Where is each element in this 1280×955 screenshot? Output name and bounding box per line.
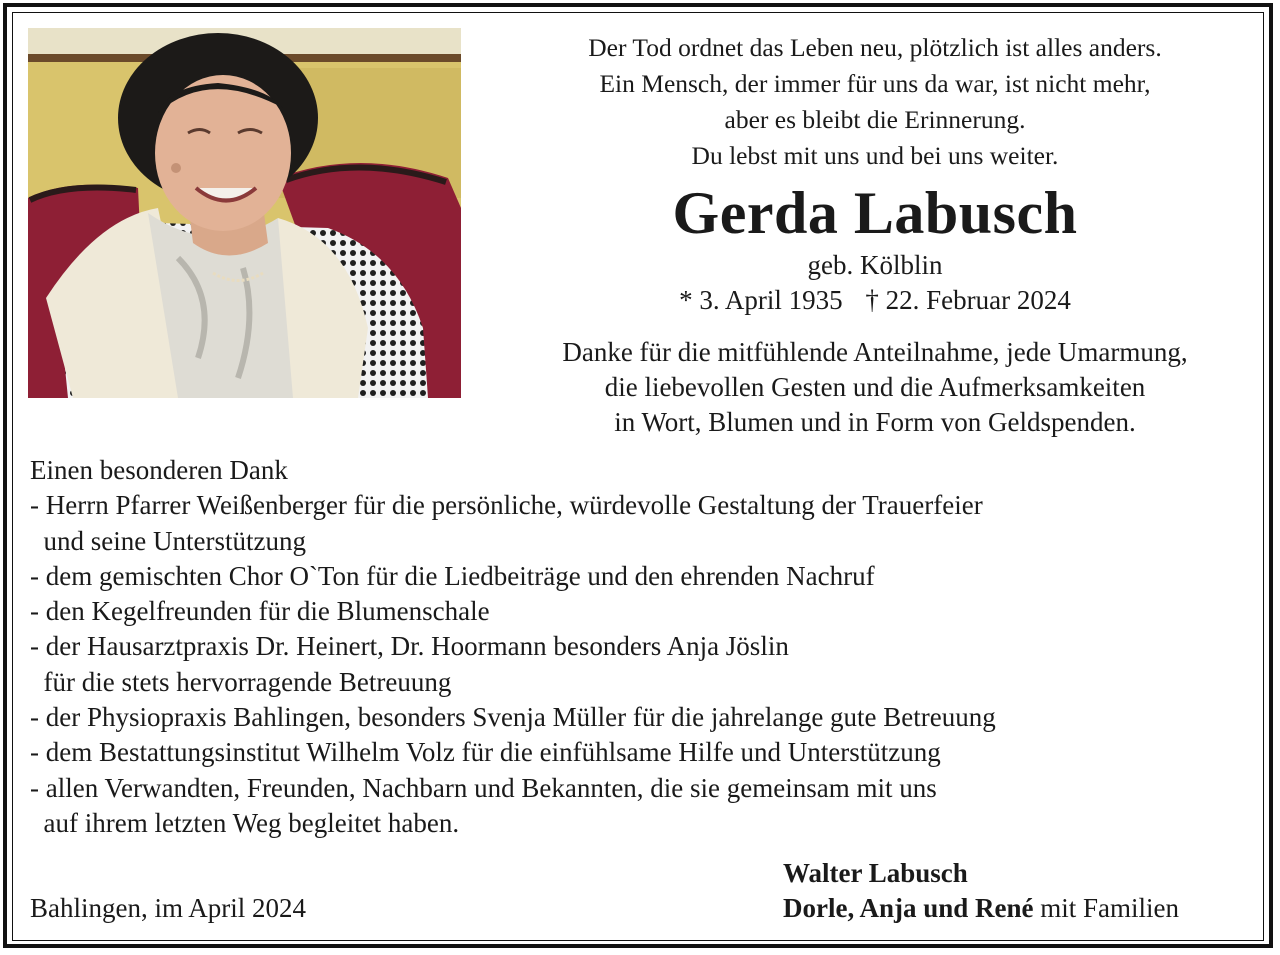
signature-names: Dorle, Anja und René — [783, 893, 1034, 923]
place-and-date: Bahlingen, im April 2024 — [30, 893, 306, 923]
list-item: für die stets hervorragende Betreuung — [30, 666, 452, 697]
verse-line: Du lebst mit uns und bei uns weiter. — [691, 141, 1059, 170]
list-item: - der Physiopraxis Bahlingen, besonders Svenja Müller für die jahrelange gute Betreuung — [30, 702, 996, 733]
birth-date: * 3. April 1935 — [679, 285, 843, 315]
list-item: - allen Verwandten, Freunden, Nachbarn und Bekannten, die sie gemeinsam mit uns — [30, 772, 937, 803]
thanks-line: Danke für die mitfühlende Anteilnahme, jede Umarmung, — [562, 337, 1188, 367]
list-item: - dem gemischten Chor O`Ton für die Liedbeiträge und den ehrenden Nachruf — [30, 560, 875, 591]
birth-name: geb. Kölblin — [807, 250, 943, 280]
thanks-line: in Wort, Blumen und in Form von Geldspenden. — [614, 407, 1136, 437]
list-item: - Herrn Pfarrer Weißenberger für die persönliche, würdevolle Gestaltung der Trauerfeier — [30, 490, 983, 521]
signature-family — [783, 890, 1179, 926]
memorial-verse — [475, 30, 1275, 174]
portrait-photo — [28, 28, 461, 398]
portrait-illustration — [28, 28, 461, 398]
verse-line: Ein Mensch, der immer für uns da war, ist nicht mehr, — [599, 69, 1151, 98]
thanks-line: die liebevollen Gesten und die Aufmerksamkeiten — [604, 372, 1146, 402]
life-dates — [475, 283, 1275, 317]
list-item: und seine Unterstützung — [30, 525, 306, 556]
signature-primary: Walter Labusch — [783, 858, 968, 888]
deceased-name: Gerda Labusch — [672, 180, 1078, 246]
list-item: auf ihrem letzten Weg begleitet haben. — [30, 807, 460, 838]
verse-line: aber es bleibt die Erinnerung. — [724, 105, 1026, 134]
thanks-message — [475, 335, 1275, 440]
verse-line: Der Tod ordnet das Leben neu, plötzlich ist alles anders. — [588, 33, 1162, 62]
special-thanks-heading: Einen besonderen Dank — [30, 455, 288, 485]
signature-suffix: mit Familien — [1033, 893, 1180, 923]
death-date: † 22. Februar 2024 — [865, 285, 1071, 315]
list-item: - den Kegelfreunden für die Blumenschale — [30, 596, 490, 627]
special-thanks-list — [30, 453, 1250, 841]
list-item: - dem Bestattungsinstitut Wilhelm Volz für die einfühlsame Hilfe und Unterstützung — [30, 737, 941, 768]
list-item: - der Hausarztpraxis Dr. Heinert, Dr. Hoormann besonders Anja Jöslin — [30, 631, 789, 662]
